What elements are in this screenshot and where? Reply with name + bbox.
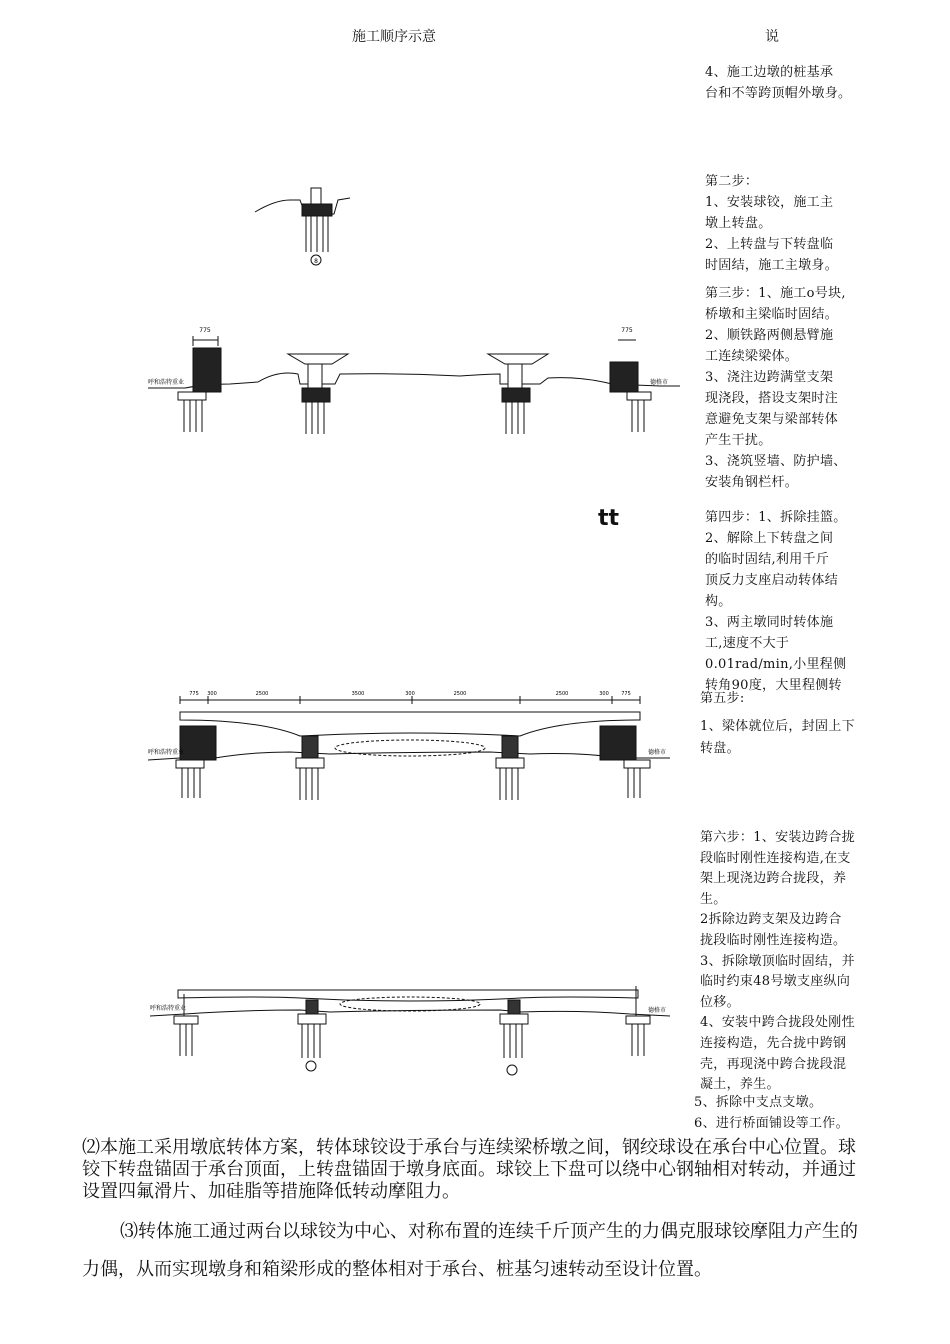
step-line: 2、解除上下转盘之间 (705, 531, 834, 546)
road-label-right: 德格市 (648, 1007, 667, 1014)
step-line: 墩上转盘。 (705, 216, 772, 231)
road-label-left: 呼和浩特重业 (148, 379, 185, 386)
edge-pier-left (193, 348, 221, 392)
step-6-extra-text (694, 1093, 874, 1135)
step-line: 桥墩和主梁临时固结。 (705, 307, 839, 322)
step-line: 临时约束48号墩支座纵向 (700, 974, 851, 990)
step-line: 段临时刚性连接构造,在支 (700, 850, 851, 866)
pile-cap (296, 758, 324, 768)
main-pier (502, 736, 518, 758)
pile-cap (500, 1014, 528, 1024)
pile-cap (624, 760, 650, 768)
pier-number: 8 (314, 258, 318, 265)
figure-step-3 (0, 318, 690, 440)
pile-cap (502, 388, 530, 402)
step-line: 凝土，养生。 (700, 1077, 780, 1093)
dimension-label: 300 (405, 691, 415, 697)
step-line: 连接构造，先合拢中跨钢 (700, 1035, 847, 1051)
road-label-right: 德格市 (648, 749, 667, 756)
stray-mark: tt (598, 506, 620, 531)
step-5-text (700, 688, 875, 768)
pile-cap (302, 204, 332, 216)
paragraph-3: ⑶转体施工通过两台以球铰为中心、对称布置的连续千斤顶产生的力偶克服球铰摩阻力产生的力偶，从而实现墩身和箱梁形成的整体相对于承台、桩基匀速转动至设计位置。 (82, 1221, 858, 1280)
step-line: 5、拆除中支点支墩。 (694, 1095, 823, 1110)
pile-cap (298, 1014, 326, 1024)
step-line: 2、上转盘与下转盘临 (705, 237, 834, 252)
step-line: 第四步：1、拆除挂篮。 (705, 510, 847, 525)
continuous-girder (180, 712, 640, 736)
continuous-girder (178, 990, 638, 1001)
header-right-title: 说 (765, 29, 779, 45)
step-line: 现浇段，搭设支架时注 (705, 391, 839, 406)
step-line: 第六步：1、安装边跨合拢 (700, 830, 855, 845)
step-line: 产生干扰。 (705, 433, 772, 448)
step-line: 6、进行桥面铺设等工作。 (694, 1115, 849, 1131)
step-line: 第三步：1、施工o号块, (705, 286, 846, 301)
pile-cap (496, 758, 524, 768)
dimension-label: 2500 (555, 691, 569, 697)
dimension-label: 775 (621, 327, 633, 334)
dimension-label: 775 (621, 691, 631, 697)
step-line: 顶反力支座启动转体结 (705, 573, 839, 588)
ground-line (150, 1010, 670, 1016)
step-line: 台和不等跨顶帽外墩身。 (705, 86, 852, 101)
main-pier (508, 364, 522, 388)
edge-pier-right (610, 362, 638, 392)
main-pier (308, 364, 322, 388)
step-line: 3、拆除墩顶临时固结，并 (700, 953, 855, 969)
girder-segment (488, 354, 548, 364)
figure-step-6 (0, 980, 690, 1076)
railway-clearance (340, 997, 480, 1011)
pile-cap (178, 392, 206, 400)
pier-number-circle (306, 1061, 316, 1071)
step-line: 3、浇筑竖墙、防护墙、 (705, 454, 847, 469)
step-6-text (700, 828, 875, 1094)
step-line: 2、顺铁路两侧悬臂施 (705, 328, 834, 343)
pile-cap (176, 760, 204, 768)
dimension-label: 300 (599, 691, 609, 697)
dimension-label: 775 (189, 691, 199, 697)
edge-support-right (600, 726, 636, 760)
dimension-label: 300 (207, 691, 217, 697)
step-line: 位移。 (700, 994, 740, 1010)
dimension-label: 3500 (351, 691, 365, 697)
step-line: 工连续梁梁体。 (705, 349, 799, 364)
pile-cap (626, 1016, 650, 1024)
dimension-label: 775 (199, 327, 211, 334)
dimension-label: 2500 (453, 691, 467, 697)
step-line: 3、两主墩同时转体施 (705, 615, 834, 630)
step-line: 4、施工边墩的桩基承 (705, 65, 834, 80)
step-line: 工,速度不大于 (705, 636, 790, 651)
step-line: 第五步: (700, 691, 745, 706)
girder-segment (288, 354, 348, 364)
paragraph-2: ⑵本施工采用墩底转体方案，转体球铰设于承台与连续梁桥墩之间，钢绞球设在承台中心位置。球铰下转盘锚固于承台顶面，上转盘锚固于墩身底面。球铰上下盘可以绕中心钢轴相对转动，并通过设置四氟滑片、加硅脂等措施降低转动摩阻力。 (82, 1137, 856, 1202)
step-line: 拢段临时刚性连接构造。 (700, 932, 847, 948)
step-line: 1、安装球铰，施工主 (705, 195, 834, 210)
pile-cap (174, 1016, 198, 1024)
main-pier (508, 1000, 520, 1014)
road-label-right: 德格市 (650, 379, 669, 386)
figure-step-2 (0, 180, 690, 270)
step-line: 的临时固结,利用千斤 (705, 552, 830, 567)
pier-number-circle (507, 1065, 517, 1075)
step-line: 4、安装中跨合拢段处刚性 (700, 1015, 855, 1031)
step-line: 意避免支架与梁部转体 (705, 412, 839, 427)
step-line: 转盘。 (700, 741, 740, 756)
step-line: 时固结，施工主墩身。 (705, 258, 839, 273)
step-line: 壳，再现浇中跨合拢段混 (700, 1056, 847, 1072)
step-line: 生。 (700, 891, 727, 907)
step-1-text (705, 62, 865, 101)
step-line: 架上现浇边跨合拢段，养 (700, 871, 847, 887)
step-4-text (705, 507, 865, 693)
pier-column (311, 188, 321, 204)
step-2-text (705, 171, 865, 273)
step-line: 2拆除边跨支架及边跨合 (700, 912, 842, 928)
step-line: 1、梁体就位后，封固上下 (700, 719, 855, 734)
edge-support-left (180, 726, 216, 760)
ground-line (148, 373, 680, 388)
step-line: 安装角钢栏杆。 (705, 475, 799, 490)
step-line: 第二步： (705, 174, 759, 189)
step-line: 0.01rad/min,小里程侧 (705, 657, 847, 672)
step-line: 转角90度，大里程侧转 (705, 678, 842, 693)
road-label-left: 呼和浩特重业 (148, 749, 185, 756)
header-left-title: 施工顺序示意 (352, 29, 436, 45)
pile-cap (627, 392, 651, 400)
road-label-left: 呼和浩特重业 (150, 1005, 187, 1012)
dimension-label: 2500 (255, 691, 269, 697)
step-line: 3、浇注边跨满堂支架 (705, 370, 834, 385)
step-line: 构。 (705, 594, 732, 609)
step-3-text (705, 283, 865, 490)
main-pier (302, 736, 318, 758)
figure-step-5 (0, 686, 690, 804)
pile-cap (302, 388, 330, 402)
main-pier (306, 1000, 318, 1014)
